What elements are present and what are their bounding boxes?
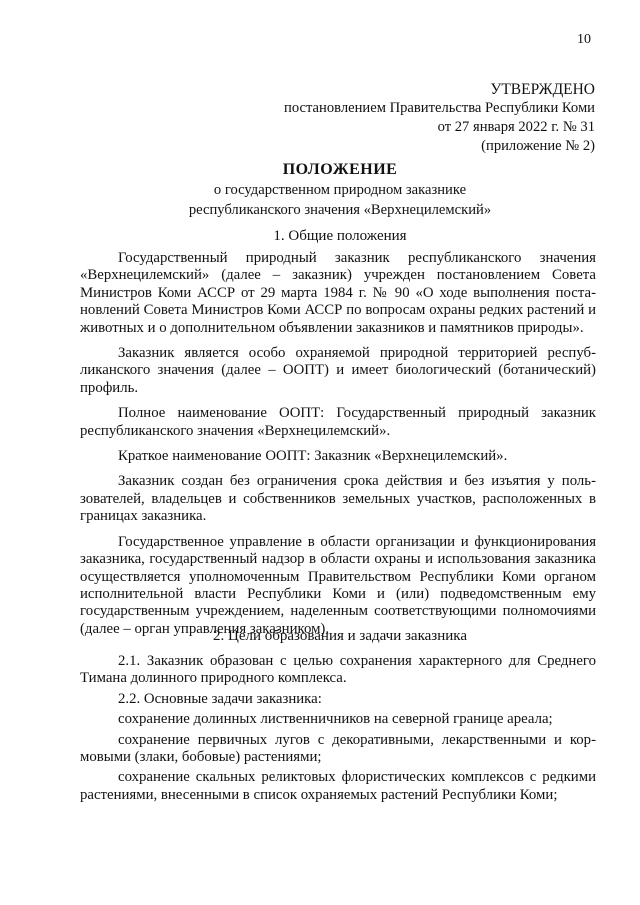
section-body-general (80, 250, 596, 638)
section-heading-goals: 2. Цели образования и задачи заказника (213, 628, 467, 644)
list-item: сохранение долинных лиственничников на северной границе ареала; (118, 711, 553, 728)
section-body-goals (80, 653, 596, 804)
approval-date-line: от 27 января 2022 г. № 31 (437, 119, 595, 135)
list-item: сохранение скальных реликтовых флористических комплексов с редкими растениями, внесенными в список охраняемых растений Республики Коми; (80, 769, 596, 803)
paragraph: Государственный природный заказник республиканского значения «Верхнецилемский» (далее – заказник) учрежден постановлением Совета Министров Коми АССР от 29 марта 1984 г. № 90 «О ходе выполнения постановлений Совета Министров Коми АССР по вопросам охраны редких растений и животных и о дополнительном объявлении заказников и памятников природы». (80, 250, 596, 336)
page-number: 10 (577, 32, 591, 47)
approval-block (230, 80, 595, 156)
title-subline: о государственном природном заказнике (213, 182, 467, 198)
paragraph: 2.1. Заказник образован с целью сохранения характерного для Среднего Тимана долинного природного комплекса. (80, 653, 596, 687)
document-title (80, 160, 600, 220)
list-item: сохранение первичных лугов с декоративными, лекарственными и кормовыми (злаки, бобовые) растениями; (80, 731, 596, 766)
section-heading-general: 1. Общие положения (273, 228, 407, 244)
title-subline: республиканского значения «Верхнецилемский» (188, 202, 492, 218)
approval-attachment-line: (приложение № 2) (481, 138, 595, 154)
title-heading: ПОЛОЖЕНИЕ (282, 161, 398, 178)
paragraph: Полное наименование ООПТ: Государственный природный заказник республиканского значения «Верхнецилемский». (80, 405, 596, 439)
approval-heading: УТВЕРЖДЕНО (490, 81, 595, 98)
paragraph: Государственное управление в области организации и функционирования заказника, государственный надзор в области охраны и использования заказника осуществляется уполномоченным Правительством Республики Коми органом исполнительной власти Республики Коми и (или) подведомственным ему государственным учреждением, наделенным соответствующими полномочиями (далее – орган управления заказником). (80, 533, 596, 637)
paragraph: Заказник создан без ограничения срока действия и без изъятия у пользователей, владельцев и собственников земельных участков, расположенных в границах заказника. (80, 473, 596, 525)
paragraph: Заказник является особо охраняемой природной территорией республиканского значения (далее – ООПТ) и имеет биологический (ботанический) профиль. (80, 345, 596, 396)
paragraph: 2.2. Основные задачи заказника: (118, 690, 322, 707)
approval-line: постановлением Правительства Республики Коми (284, 100, 595, 116)
paragraph: Краткое наименование ООПТ: Заказник «Верхнецилемский». (118, 448, 508, 465)
